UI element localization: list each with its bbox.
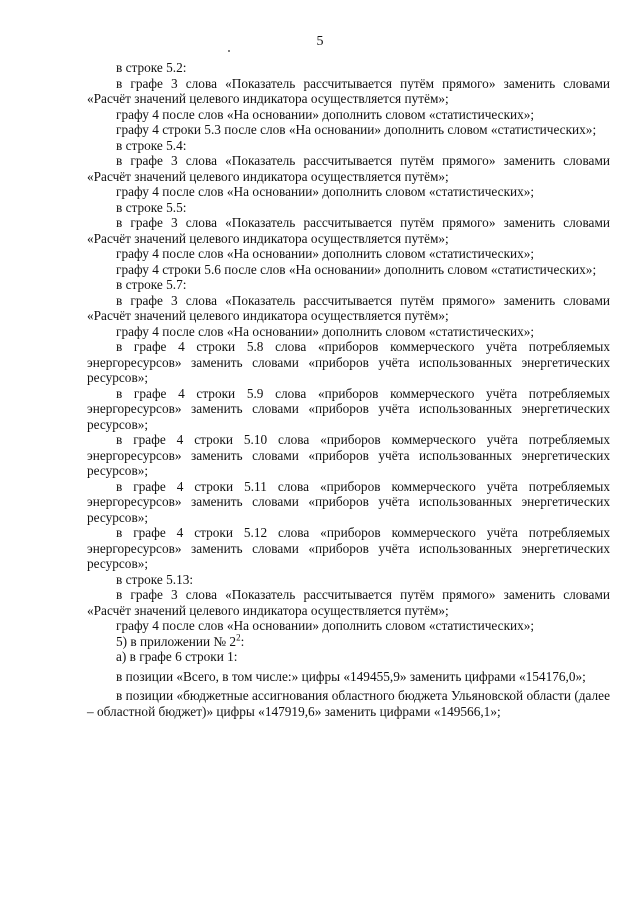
paragraph: в строке 5.2: xyxy=(116,60,187,75)
paragraph: графу 4 после слов «На основании» дополнить словом «статистических»; xyxy=(116,246,535,261)
paragraph: графу 4 после слов «На основании» дополнить словом «статистических»; xyxy=(116,184,535,199)
paragraph: графу 4 строки 5.6 после слов «На основании» дополнить словом «статистических»; xyxy=(116,261,597,277)
paragraph: в графе 4 строки 5.12 слова «приборов коммерческого учёта потребляемых энергоресурсов» заменить словами «приборов учёта использованных энергетических ресурсов»; xyxy=(87,525,610,571)
paragraph: графу 4 строки 5.3 после слов «На основании» дополнить словом «статистических»; xyxy=(116,122,597,137)
paragraph: а) в графе 6 строки 1: xyxy=(116,649,238,664)
paragraph: в графе 3 слова «Показатель рассчитывается путём прямого» заменить словами «Расчёт значений целевого индикатора осуществляется путём»; xyxy=(87,215,610,246)
paragraph: в графе 3 слова «Показатель рассчитывается путём прямого» заменить словами «Расчёт значений целевого индикатора осуществляется путём»; xyxy=(87,153,610,184)
appendix-paragraph xyxy=(87,634,610,650)
paragraph: графу 4 после слов «На основании» дополнить словом «статистических»; xyxy=(116,618,535,633)
appendix-superscript: 2 xyxy=(236,632,241,643)
paragraph: в позиции «бюджетные ассигнования областного бюджета Ульяновской области (далее – областной бюджет)» цифры «147919,6» заменить цифрами «149566,1»; xyxy=(87,688,610,719)
paragraph: в строке 5.13: xyxy=(116,571,194,587)
paragraph: в строке 5.7: xyxy=(116,277,187,292)
paragraph: в позиции «Всего, в том числе:» цифры «149455,9» заменить цифрами «154176,0»; xyxy=(116,668,586,684)
appendix-text: 5) в приложении № 2 xyxy=(116,633,237,649)
paragraph: в графе 4 строки 5.8 слова «приборов коммерческого учёта потребляемых энергоресурсов» заменить словами «приборов учёта использованных энергетических ресурсов»; xyxy=(87,339,610,385)
paragraph: в графе 4 строки 5.9 слова «приборов коммерческого учёта потребляемых энергоресурсов» заменить словами «приборов учёта использованных энергетических ресурсов»; xyxy=(87,385,610,432)
document-body xyxy=(87,60,610,719)
paragraph: в строке 5.5: xyxy=(116,199,187,215)
scan-speck xyxy=(228,50,230,52)
appendix-suffix: : xyxy=(240,633,245,649)
paragraph: графу 4 после слов «На основании» дополнить словом «статистических»; xyxy=(116,323,535,339)
paragraph: в графе 4 строки 5.11 слова «приборов коммерческого учёта потребляемых энергоресурсов» заменить словами «приборов учёта использованных энергетических ресурсов»; xyxy=(87,478,610,525)
paragraph: графу 4 после слов «На основании» дополнить словом «статистических»; xyxy=(116,106,535,122)
paragraph: в графе 3 слова «Показатель рассчитывается путём прямого» заменить словами «Расчёт значений целевого индикатора осуществляется путём»; xyxy=(87,75,610,106)
paragraph: в графе 3 слова «Показатель рассчитывается путём прямого» заменить словами «Расчёт значений целевого индикатора осуществляется путём»; xyxy=(87,587,610,618)
page-number: 5 xyxy=(316,34,324,49)
paragraph: в строке 5.4: xyxy=(116,137,187,153)
paragraph: в графе 3 слова «Показатель рассчитывается путём прямого» заменить словами «Расчёт значений целевого индикатора осуществляется путём»; xyxy=(87,292,610,323)
paragraph: в графе 4 строки 5.10 слова «приборов коммерческого учёта потребляемых энергоресурсов» заменить словами «приборов учёта использованных энергетических ресурсов»; xyxy=(87,432,610,478)
